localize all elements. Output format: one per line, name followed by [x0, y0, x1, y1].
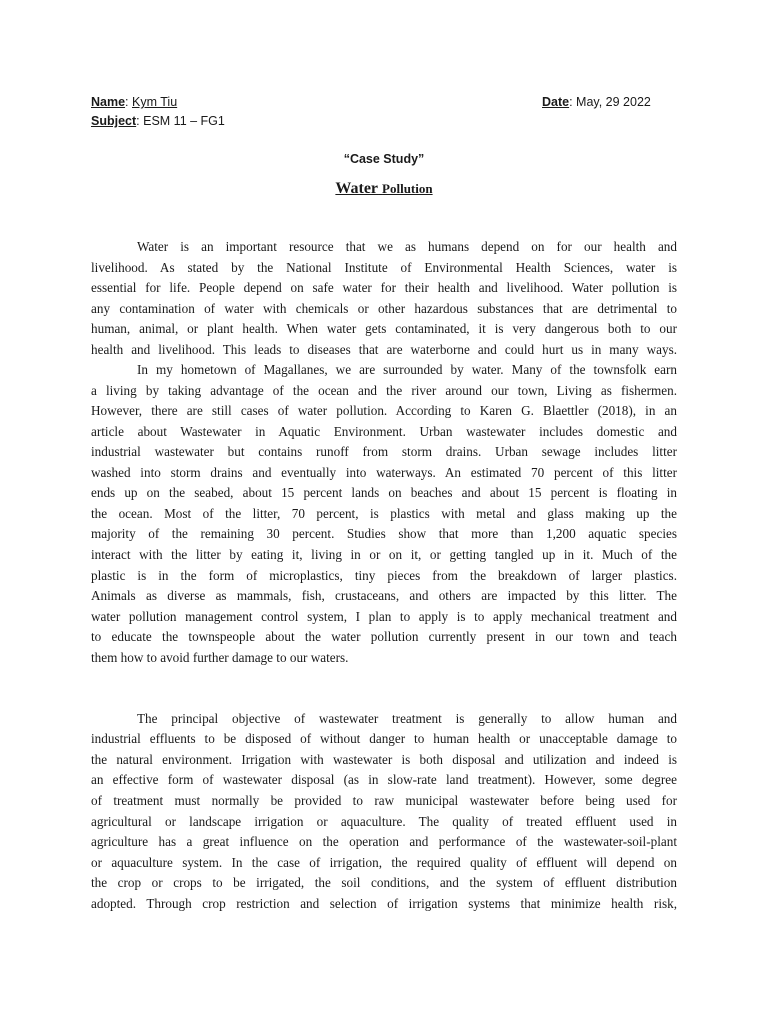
subject-field: Subject: ESM 11 – FG1 — [91, 114, 225, 128]
body-line: or aquaculture system. In the case of irrigation, the required quality of effluent will depend on — [91, 855, 677, 870]
date-value: May, 29 2022 — [576, 95, 651, 109]
body-line: a living by taking advantage of the ocean and the river around our town, Living as fishermen. — [91, 383, 677, 398]
body-line: majority of the remaining 30 percent. Studies show that more than 1,200 aquatic species — [91, 526, 677, 541]
name-value: Kym Tiu — [132, 95, 178, 109]
body-line: livelihood. As stated by the National Institute of Environmental Health Sciences, water is — [91, 260, 677, 275]
body-line: health and livelihood. This leads to diseases that are waterborne and could hurt us in many ways. — [91, 342, 677, 357]
title-word-2: Pollution — [382, 181, 433, 196]
body-line: human, animal, or plant health. When water gets contaminated, it is very dangerous both to our — [91, 321, 677, 336]
body-line: the natural environment. Irrigation with wastewater is both disposal and utilization and indeed is — [91, 752, 677, 767]
body-line: article about Wastewater in Aquatic Environment. Urban wastewater includes domestic and — [91, 424, 677, 439]
title-word-1: Water — [335, 180, 379, 197]
subject-value: ESM 11 – FG1 — [143, 114, 225, 128]
body-line: adopted. Through crop restriction and selection of irrigation systems that minimize health risk, — [91, 896, 677, 911]
body-line: The principal objective of wastewater treatment is generally to allow human and — [137, 711, 677, 726]
date-field: Date: May, 29 2022 — [542, 95, 651, 109]
body-line: an effective form of wastewater disposal (as in slow-rate land treatment). However, some degree — [91, 772, 677, 787]
body-line: plastic is in the form of microplastics, tiny pieces from the breakdown of larger plastics. — [91, 568, 677, 583]
subject-label: Subject — [91, 114, 137, 128]
body-line: In my hometown of Magallanes, we are surrounded by water. Many of the townsfolk earn — [137, 362, 677, 377]
body-line: Animals as diverse as mammals, fish, crustaceans, and others are impacted by this litter. The — [91, 588, 677, 603]
body-line: essential for life. People depend on safe water for their health and livelihood. Water pollution is — [91, 280, 677, 295]
body-line: However, there are still cases of water pollution. According to Karen G. Blaettler (2018), in an — [91, 403, 677, 418]
body-line: washed into storm drains and eventually into waterways. An estimated 70 percent of this litter — [91, 465, 677, 480]
date-label: Date — [542, 95, 570, 109]
case-study-heading: “Case Study” — [343, 152, 425, 166]
body-line: to educate the townspeople about the water pollution currently present in our town and teach — [91, 629, 677, 644]
body-line: any contamination of water with chemicals or other hazardous substances that are detrimental to — [91, 301, 677, 316]
name-label: Name — [91, 95, 126, 109]
body-line: interact with the litter by eating it, living in or on it, or getting tangled up in it. Much of the — [91, 547, 677, 562]
body-line: ends up on the seabed, about 15 percent lands on beaches and about 15 percent is floating in — [91, 485, 677, 500]
name-field: Name: Kym Tiu — [91, 95, 178, 109]
body-line: Water is an important resource that we as humans depend on for our health and — [137, 239, 677, 254]
body-line: industrial wastewater but contains runoff from storm drains. Urban sewage includes litter — [91, 444, 677, 459]
document-title — [0, 178, 768, 200]
body-line: agricultural or landscape irrigation or aquaculture. The quality of treated effluent used in — [91, 814, 677, 829]
body-line: the ocean. Most of the litter, 70 percent, is plastics with metal and glass making up the — [91, 506, 677, 521]
body-line: of treatment must normally be provided to raw municipal wastewater before being used for — [91, 793, 677, 808]
body-line: the crop or crops to be irrigated, the soil conditions, and the system of effluent distribution — [91, 875, 677, 890]
body-line: water pollution management control system, I plan to apply is to apply mechanical treatment and — [91, 609, 677, 624]
body-line: them how to avoid further damage to our waters. — [91, 650, 349, 665]
body-line: agriculture has a great influence on the operation and performance of the wastewater-soil-plant — [91, 834, 677, 849]
body-line: industrial effluents to be disposed of without danger to human health or unacceptable damage to — [91, 731, 677, 746]
